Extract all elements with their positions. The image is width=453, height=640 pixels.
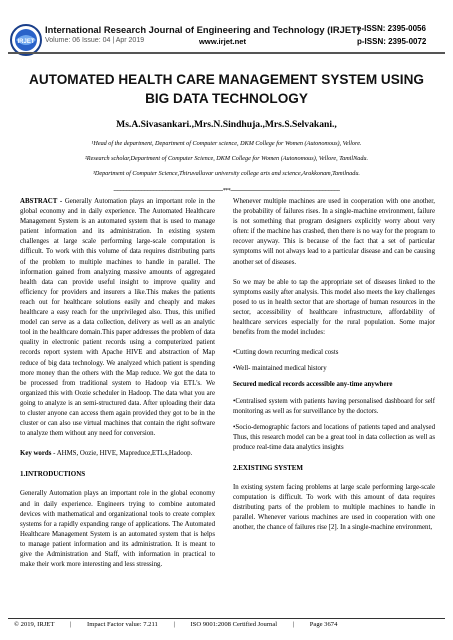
paper-title: AUTOMATED HEALTH CARE MANAGEMENT SYSTEM USING BIG DATA TECHNOLOGY [29,72,424,106]
bullet-costs: •Cutting down recurring medical costs [233,349,339,357]
existing-paragraph: In existing system facing problems at large scale performing large-scale computation is difficult. To work with this amount of data requires distributing parts of the problem to multiple machines to handle in parallel. Whenever various machines are used in cooperation with one another, the chance of failures rise [2]. In a single-machine environment, [233,484,435,532]
keywords-label: Key words [20,450,52,458]
footer-iso: ISO 9001:2008 Certified Journal [190,621,278,628]
page-footer [14,621,444,628]
section-separator: -------------------------------------------------------------------------***------------------------------------------------------------------------- [113,188,340,194]
footer-pipe: | [292,621,295,628]
footer-divider [8,618,445,619]
abstract [20,197,215,439]
paragraph-failures: Whenever multiple machines are used in cooperation with one another, the probability of failures rises. In a single-machine environment, failure is not something that program designers explicitly worry about very often: if the machine has crashed, then there is no way for the program to recover anyway. This is because of the fact that a set of particular symptoms will not always lead to a particular disease and can be causing another set of diseases. [233,198,435,266]
author-list: Ms.A.Sivasankari.,Mrs.N.Sindhuja.,Mrs.S.Selvakani., [116,119,337,130]
p-issn: p-ISSN: 2395-0072 [357,37,427,46]
intro-heading: 1.INTRODUCTIONS [20,470,86,479]
footer-page: Page 3674 [309,621,338,628]
footer-impact: Impact Factor value: 7.211 [87,621,158,628]
bullet-secured: Secured medical records accessible any-time anywhere [233,381,393,389]
footer-pipe: | [70,621,72,628]
footer-pipe: | [173,621,175,628]
svg-text:IRJET: IRJET [17,39,35,45]
keywords [20,449,215,459]
volume-issue: Volume: 06 Issue: 04 | Apr 2019 [45,37,145,44]
abstract-text: Generally Automation plays an important role in the global economy and in daily experience. The Automated Healthcare Management System is an automated system that is used to manage patient information and its administration. In existing system challenges at large scale performing large-scale computation is difficult. To work with this volume of data requires distributing parts of the problem to multiple machines to handle in parallel. The information gained from analyzing massive amounts of aggregated health data can provide useful insight to improve quality and efficiency for providers and insurers a like.This makes the patients reach out for healthcare solutions easily and cheaply and makes healthcare a easy reach for the unprivileged also. Thus, this unified model can serve as a data collection, delivery as well as an analytic tool in the healthcare domain.This paper addresses the problem of data quality in electronic patient records using a computerized patient records report system with Apache HIVE and abstraction of Map reduce of big data technology. We analyzed which patient is spending more money than the others with the Map reduce. We got the data to be processed from traditional system to Hadoop via ETL's. We organized this with Oozie scheduler in Hadoop. The data what you are going to analyze is an semi-structured data. After uploading their data to cluster anyone can access them again provided they got to be in the cluster or can also use virtual machines that contain the right software to analyze them without any need for conversion. [20,198,215,438]
affiliation-1: ¹Head of the department, Department of Computer science, DKM College for Women (Autonomous), Vellore. [91,140,362,147]
bullet-dashboard: •Centralised system with patients having personalised dashboard for self monitoring as well as for surveillance by the doctors. [233,397,435,415]
intro-paragraph: Generally Automation plays an important role in the global economy and in daily experience. Engineers trying to combine automated devices with mathematical and organizational tools to create complex systems for a rapidly expanding range of applications. The Automated Healthcare Management System is an automated system that is helps to manage patient information and its administration. It is meant to give the Administration and Staff, with information in practical to make their work more interesting and less stressing. [20,490,215,569]
header-divider [8,52,445,54]
right-column [233,197,435,544]
existing-heading: 2.EXISTING SYSTEM [233,463,304,472]
journal-header [0,0,453,60]
bullet-socio: •Socio-demographic factors and locations of patients taped and analysed Thus, this research model can be a great tool in data collection as well as produce real-time data analytics insights [233,423,435,451]
abstract-label: ABSTRACT - [20,198,63,205]
bullet-history: •Well- maintained medical history [233,365,327,373]
affiliation-2: ²Research scholar,Department of Computer Science, DKM College for Women (Autonomous), Vellore, TamilNadu. [84,155,369,162]
paragraph-benefits: So we may be able to tap the appropriate set of diseases linked to the symptoms easily after analysis. This model also meets the key challenges posed to us in health sector that are shortage of human resources in the sector, accessibility of healthcare infrastructure, affordability of healthcare services especially for the rural population. Some major benefits from the model includes: [233,278,435,337]
journal-website[interactable]: www.irjet.net [199,37,246,46]
e-issn: e-ISSN: 2395-0056 [357,24,426,33]
left-column [20,197,215,580]
journal-name: International Research Journal of Engineering and Technology (IRJET) [45,24,360,35]
keywords-text: - AHMS, Oozie, HIVE, Mapreduce,ETLs,Hadoop. [51,450,193,458]
footer-copyright: © 2019, IRJET [14,621,55,628]
affiliation-3: ³Department of Computer Science,Thiruvalluvar university college arts and science,Arakkonam,Tamilnadu. [93,170,360,177]
